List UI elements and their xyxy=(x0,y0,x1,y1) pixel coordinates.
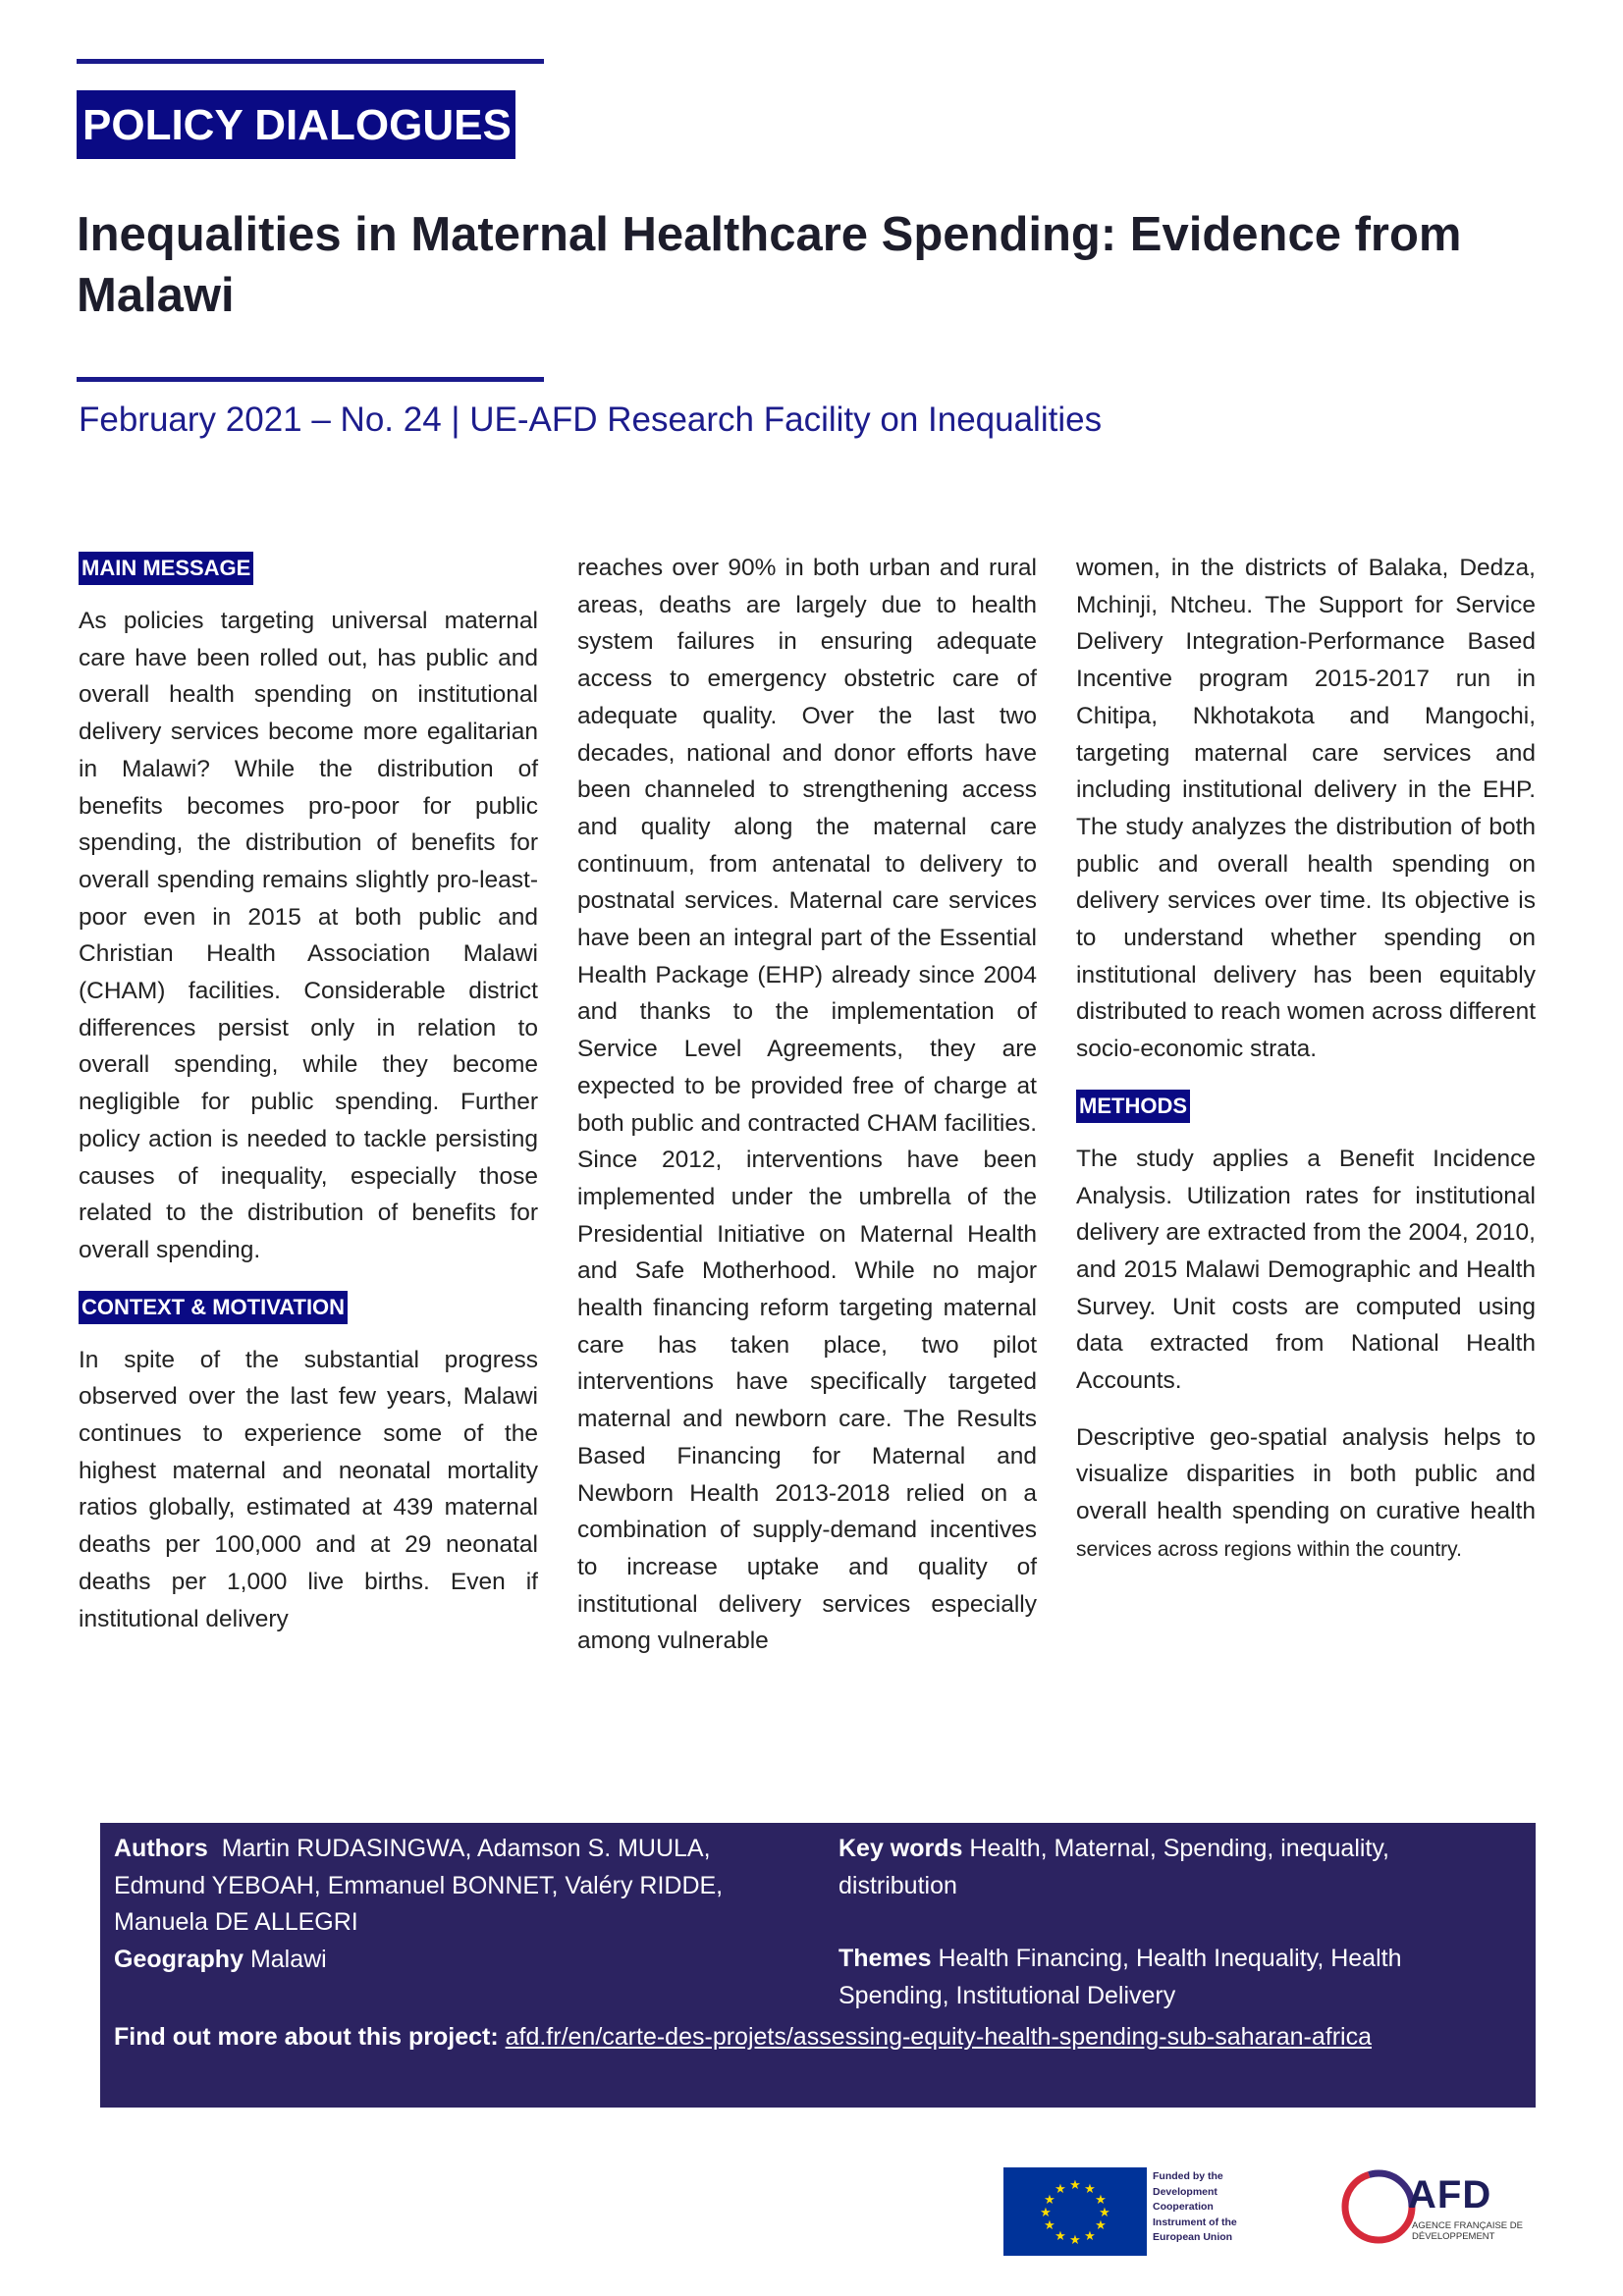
top-rule xyxy=(77,59,544,64)
methods-text-1: The study applies a Benefit Incidence Analysis. Utilization rates for institutional delivery are extracted from the 2004, 2010, and 2015 Malawi Demographic and Health Survey. Unit costs are computed using data extracted from National Health Accounts. xyxy=(1076,1145,1536,1395)
column-3 xyxy=(1076,550,1536,1588)
main-message-text: As policies targeting universal maternal care have been rolled out, has public and overall health spending on institutional delivery services become more egalitarian in Malawi? While the distribution of benefits becomes pro-poor for public spending, the distribution of benefits for overall spending remains slightly pro-least-poor even in 2015 at both public and Christian Health Association Malawi (CHAM) facilities. Considerable district differences persist only in relation to overall spending, while they become negligible for public spending. Further policy action is needed to tackle persisting causes of inequality, especially those related to the distribution of benefits for overall spending. xyxy=(79,608,538,1263)
keywords-row xyxy=(839,1831,1506,1904)
keywords-label: Key words xyxy=(839,1835,963,1862)
themes-label: Themes xyxy=(839,1945,932,1972)
methods-heading: METHODS xyxy=(1076,1090,1190,1123)
methods-text-2 xyxy=(1076,1419,1536,1569)
eu-funding-text: Funded by the Development Cooperation Instrument of the European Union xyxy=(1153,2170,1237,2243)
eu-flag-logo xyxy=(1003,2167,1147,2256)
keywords-value: Health, Maternal, Spending, inequality, distribution xyxy=(839,1835,1389,1899)
page-title: Inequalities in Maternal Healthcare Spending: Evidence from Malawi xyxy=(77,208,1462,322)
svg-text:★: ★ xyxy=(1069,2233,1081,2248)
info-right xyxy=(839,1831,1506,2014)
column-1 xyxy=(79,550,538,1657)
authors-row xyxy=(114,1831,791,1942)
svg-text:★: ★ xyxy=(1084,2229,1096,2244)
findout-row xyxy=(114,2019,1508,2056)
svg-text:★: ★ xyxy=(1055,2182,1066,2197)
context-text-part2: reaches over 90% in both urban and rural areas, deaths are largely due to health system failures in ensuring adequate access to emergency obstetric care of adequate quality. Over the last two decades, national and donor efforts have been channeled to strengthening access and quality along the maternal care continuum, from antenatal to delivery to postnatal services. Maternal care services have been an integral part of the Essential Health Package (EHP) already since 2004 and thanks to the implementation of Service Level Agreements, they are expected to be provided free of charge at both public and contracted CHAM facilities. Since 2012, interventions have been implemented under the umbrella of the Presidential Initiative on Maternal Health and Safe Motherhood. While no major health financing reform targeting maternal care has taken place, two pilot interventions have specifically targeted maternal and newborn care. The Results Based Financing for Maternal and Newborn Health 2013-2018 relied on a combination of supply-demand incentives to increase uptake and quality of institutional delivery services especially among vulnerable xyxy=(577,555,1037,1655)
dateline: February 2021 – No. 24 | UE-AFD Research Facility on Inequalities xyxy=(79,400,1103,439)
svg-text:★: ★ xyxy=(1044,2193,1055,2208)
geography-value: Malawi xyxy=(249,1945,327,1973)
geography-label: Geography xyxy=(114,1945,243,1973)
svg-text:★: ★ xyxy=(1084,2182,1096,2197)
context-heading: CONTEXT & MOTIVATION xyxy=(79,1291,348,1324)
svg-text:★: ★ xyxy=(1099,2206,1110,2220)
methods-text-2a: Descriptive geo-spatial analysis helps to visualize disparities in both public and overall health spending on curative health xyxy=(1076,1423,1536,1525)
svg-text:★: ★ xyxy=(1069,2178,1081,2193)
project-link[interactable]: afd.fr/en/carte-des-projets/assessing-equity-health-spending-sub-saharan-africa xyxy=(505,2023,1373,2051)
main-message-heading: MAIN MESSAGE xyxy=(79,552,253,585)
context-text-part3: women, in the districts of Balaka, Dedza, Mchinji, Ntcheu. The Support for Service Delivery Integration-Performance Based Incentive program 2015-2017 run in Chitipa, Nkhotakota and Mangochi, targeting maternal care services and including institutional delivery in the EHP. The study analyzes the distribution of both public and overall health spending on delivery services over time. Its objective is to understand whether spending on institutional delivery has been equitably distributed to reach women across different socio-economic strata. xyxy=(1076,555,1537,1063)
methods-text-2b: services across regions within the country. xyxy=(1076,1537,1462,1561)
info-left xyxy=(114,1831,791,1978)
themes-value: Health Financing, Health Inequality, Health Spending, Institutional Delivery xyxy=(839,1945,1402,2009)
title-rule xyxy=(77,377,544,382)
svg-text:★: ★ xyxy=(1055,2229,1066,2244)
svg-text:★: ★ xyxy=(1044,2218,1055,2233)
authors-label: Authors xyxy=(114,1835,208,1862)
findout-label: Find out more about this project: xyxy=(114,2023,499,2051)
afd-logo xyxy=(1337,2165,1524,2260)
svg-text:★: ★ xyxy=(1095,2218,1107,2233)
series-banner: POLICY DIALOGUES xyxy=(77,90,515,159)
eu-stars-icon xyxy=(1003,2167,1147,2256)
afd-subtitle: AGENCE FRANÇAISE DE DÉVELOPPEMENT xyxy=(1412,2220,1523,2242)
svg-text:★: ★ xyxy=(1095,2193,1107,2208)
authors-value: Martin RUDASINGWA, Adamson S. MUULA, Edmund YEBOAH, Emmanuel BONNET, Valéry RIDDE, Manuela DE ALLEGRI xyxy=(114,1835,724,1936)
svg-text:★: ★ xyxy=(1040,2206,1052,2220)
themes-row xyxy=(839,1941,1506,2014)
context-text-part1: In spite of the substantial progress observed over the last few years, Malawi continues to experience some of the highest maternal and neonatal mortality ratios globally, estimated at 439 maternal deaths per 100,000 and at 29 neonatal deaths per 1,000 live births. Even if institutional delivery xyxy=(79,1346,538,1632)
geography-row xyxy=(114,1942,791,1979)
info-box xyxy=(100,1823,1536,2108)
afd-name: AFD xyxy=(1408,2173,1492,2216)
column-2 xyxy=(577,550,1037,1680)
